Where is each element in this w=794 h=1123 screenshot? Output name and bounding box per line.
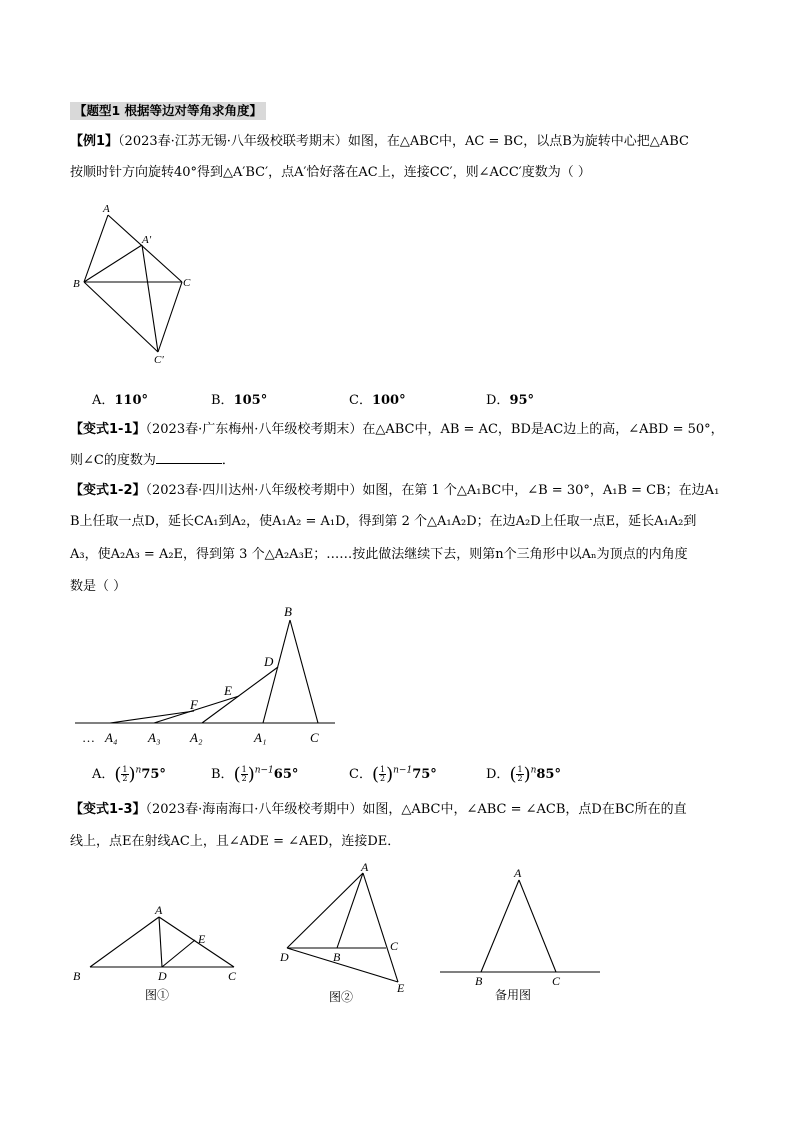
example1-option-b: B．105° (211, 393, 268, 408)
variant11-line1: 【变式1-1】（2023春·广东梅州·八年级校考期末）在△ABC中，AB = AC，BD是AC边上的高，∠ABD = 50°， (70, 422, 724, 437)
variant12-tag: 【变式1-2】 (70, 483, 146, 498)
example1-option-a: A．110° (92, 393, 149, 408)
ex1-label-A-prime: A′ (142, 234, 152, 246)
variant13-line2: 线上，点E在射线AC上，且∠ADE = ∠AED，连接DE． (70, 834, 401, 849)
example1-option-c: C．100° (349, 393, 406, 408)
v12-label-F: F (190, 697, 198, 712)
f3-caption: 备用图 (495, 988, 532, 1002)
variant12-figure (70, 600, 340, 750)
ex1-label-A: A (103, 203, 110, 215)
ex1-label-B: B (73, 278, 80, 290)
variant11-line2: 则∠C的度数为 ． (70, 453, 235, 468)
v12-label-A3: A₃ (148, 730, 161, 745)
f1-caption: 图① (145, 988, 170, 1002)
variant13-figure3 (435, 860, 605, 1010)
variant12-line1: 【变式1-2】（2023春·四川达州·八年级校考期中）如图，在第 1 个△A₁BC中，∠B = 30°，A₁B = CB；在边A₁ (70, 483, 720, 498)
ex1-label-C: C (183, 277, 191, 289)
f3-label-C: C (552, 974, 561, 988)
variant12-option-a: A．( $\frac{1}{2}$ )$^n$75° (92, 764, 166, 785)
v12-label-dots: … (82, 730, 95, 745)
v12-label-D: D (264, 654, 274, 669)
v12-label-A2: A₂ (190, 730, 203, 745)
variant12-line2: B上任取一点D，延长CA₁到A₂，使A₁A₂ = A₁D，得到第 2 个△A₁A₂D；在边A₂D上任取一点E，延长A₁A₂到 (70, 514, 697, 529)
f2-label-A: A (361, 860, 369, 874)
f1-label-A: A (155, 903, 163, 917)
example1-line2: 按顺时针方向旋转40°得到△A′BC′，点A′恰好落在AC上，连接CC′，则∠ACC′度数为（ ） (70, 165, 591, 180)
ex1-label-C-prime: C′ (154, 354, 164, 366)
f1-label-E: E (198, 932, 206, 946)
v12-label-A1: A₁ (254, 730, 267, 745)
variant12-line3: A₃，使A₂A₃ = A₂E，得到第 3 个△A₂A₃E；……按此做法继续下去，则第n个三角形中以Aₙ为顶点的内角度 (70, 547, 688, 562)
f1-label-C: C (228, 969, 237, 983)
f2-caption: 图② (329, 990, 354, 1004)
v12-label-B: B (284, 604, 292, 619)
variant13-figure2 (275, 855, 425, 1005)
f3-label-A: A (514, 866, 522, 880)
v12-label-A4: A₄ (105, 730, 118, 745)
v12-label-C: C (310, 730, 319, 745)
variant13-line1: 【变式1-3】（2023春·海南海口·八年级校考期中）如图，△ABC中，∠ABC = ∠ACB，点D在BC所在的直 (70, 802, 687, 817)
variant12-option-c: C．( $\frac{1}{2}$ )$^{n-1}$75° (349, 764, 437, 785)
v12-label-E: E (224, 683, 232, 698)
variant13-tag: 【变式1-3】 (70, 802, 146, 817)
f2-label-B: B (333, 950, 341, 964)
variant12-option-b: B．( $\frac{1}{2}$ )$^{n-1}$65° (211, 764, 299, 785)
example1-option-d: D．95° (486, 393, 535, 408)
f2-label-C: C (390, 939, 399, 953)
f1-label-B: B (73, 969, 81, 983)
variant11-tag: 【变式1-1】 (70, 422, 146, 437)
example1-line1 (70, 133, 689, 151)
answer-blank[interactable] (156, 451, 222, 464)
variant12-line4: 数是（ ） (70, 579, 127, 594)
f1-label-D: D (158, 969, 167, 983)
f2-label-D: D (280, 950, 289, 964)
example1-tag: 【例1】 (70, 134, 119, 149)
section-title: 【题型1 根据等边对等角求角度】 (70, 102, 266, 120)
variant12-option-d: D．( $\frac{1}{2}$ )$^n$85° (486, 764, 561, 785)
example1-figure (70, 200, 210, 370)
f2-label-E: E (397, 981, 405, 995)
variant13-figure1 (70, 900, 250, 1010)
f3-label-B: B (475, 974, 483, 988)
example1-text1: （2023春·江苏无锡·八年级校联考期末）如图，在△ABC中，AC = BC，以点B为旋转中心把△ABC (118, 134, 689, 149)
